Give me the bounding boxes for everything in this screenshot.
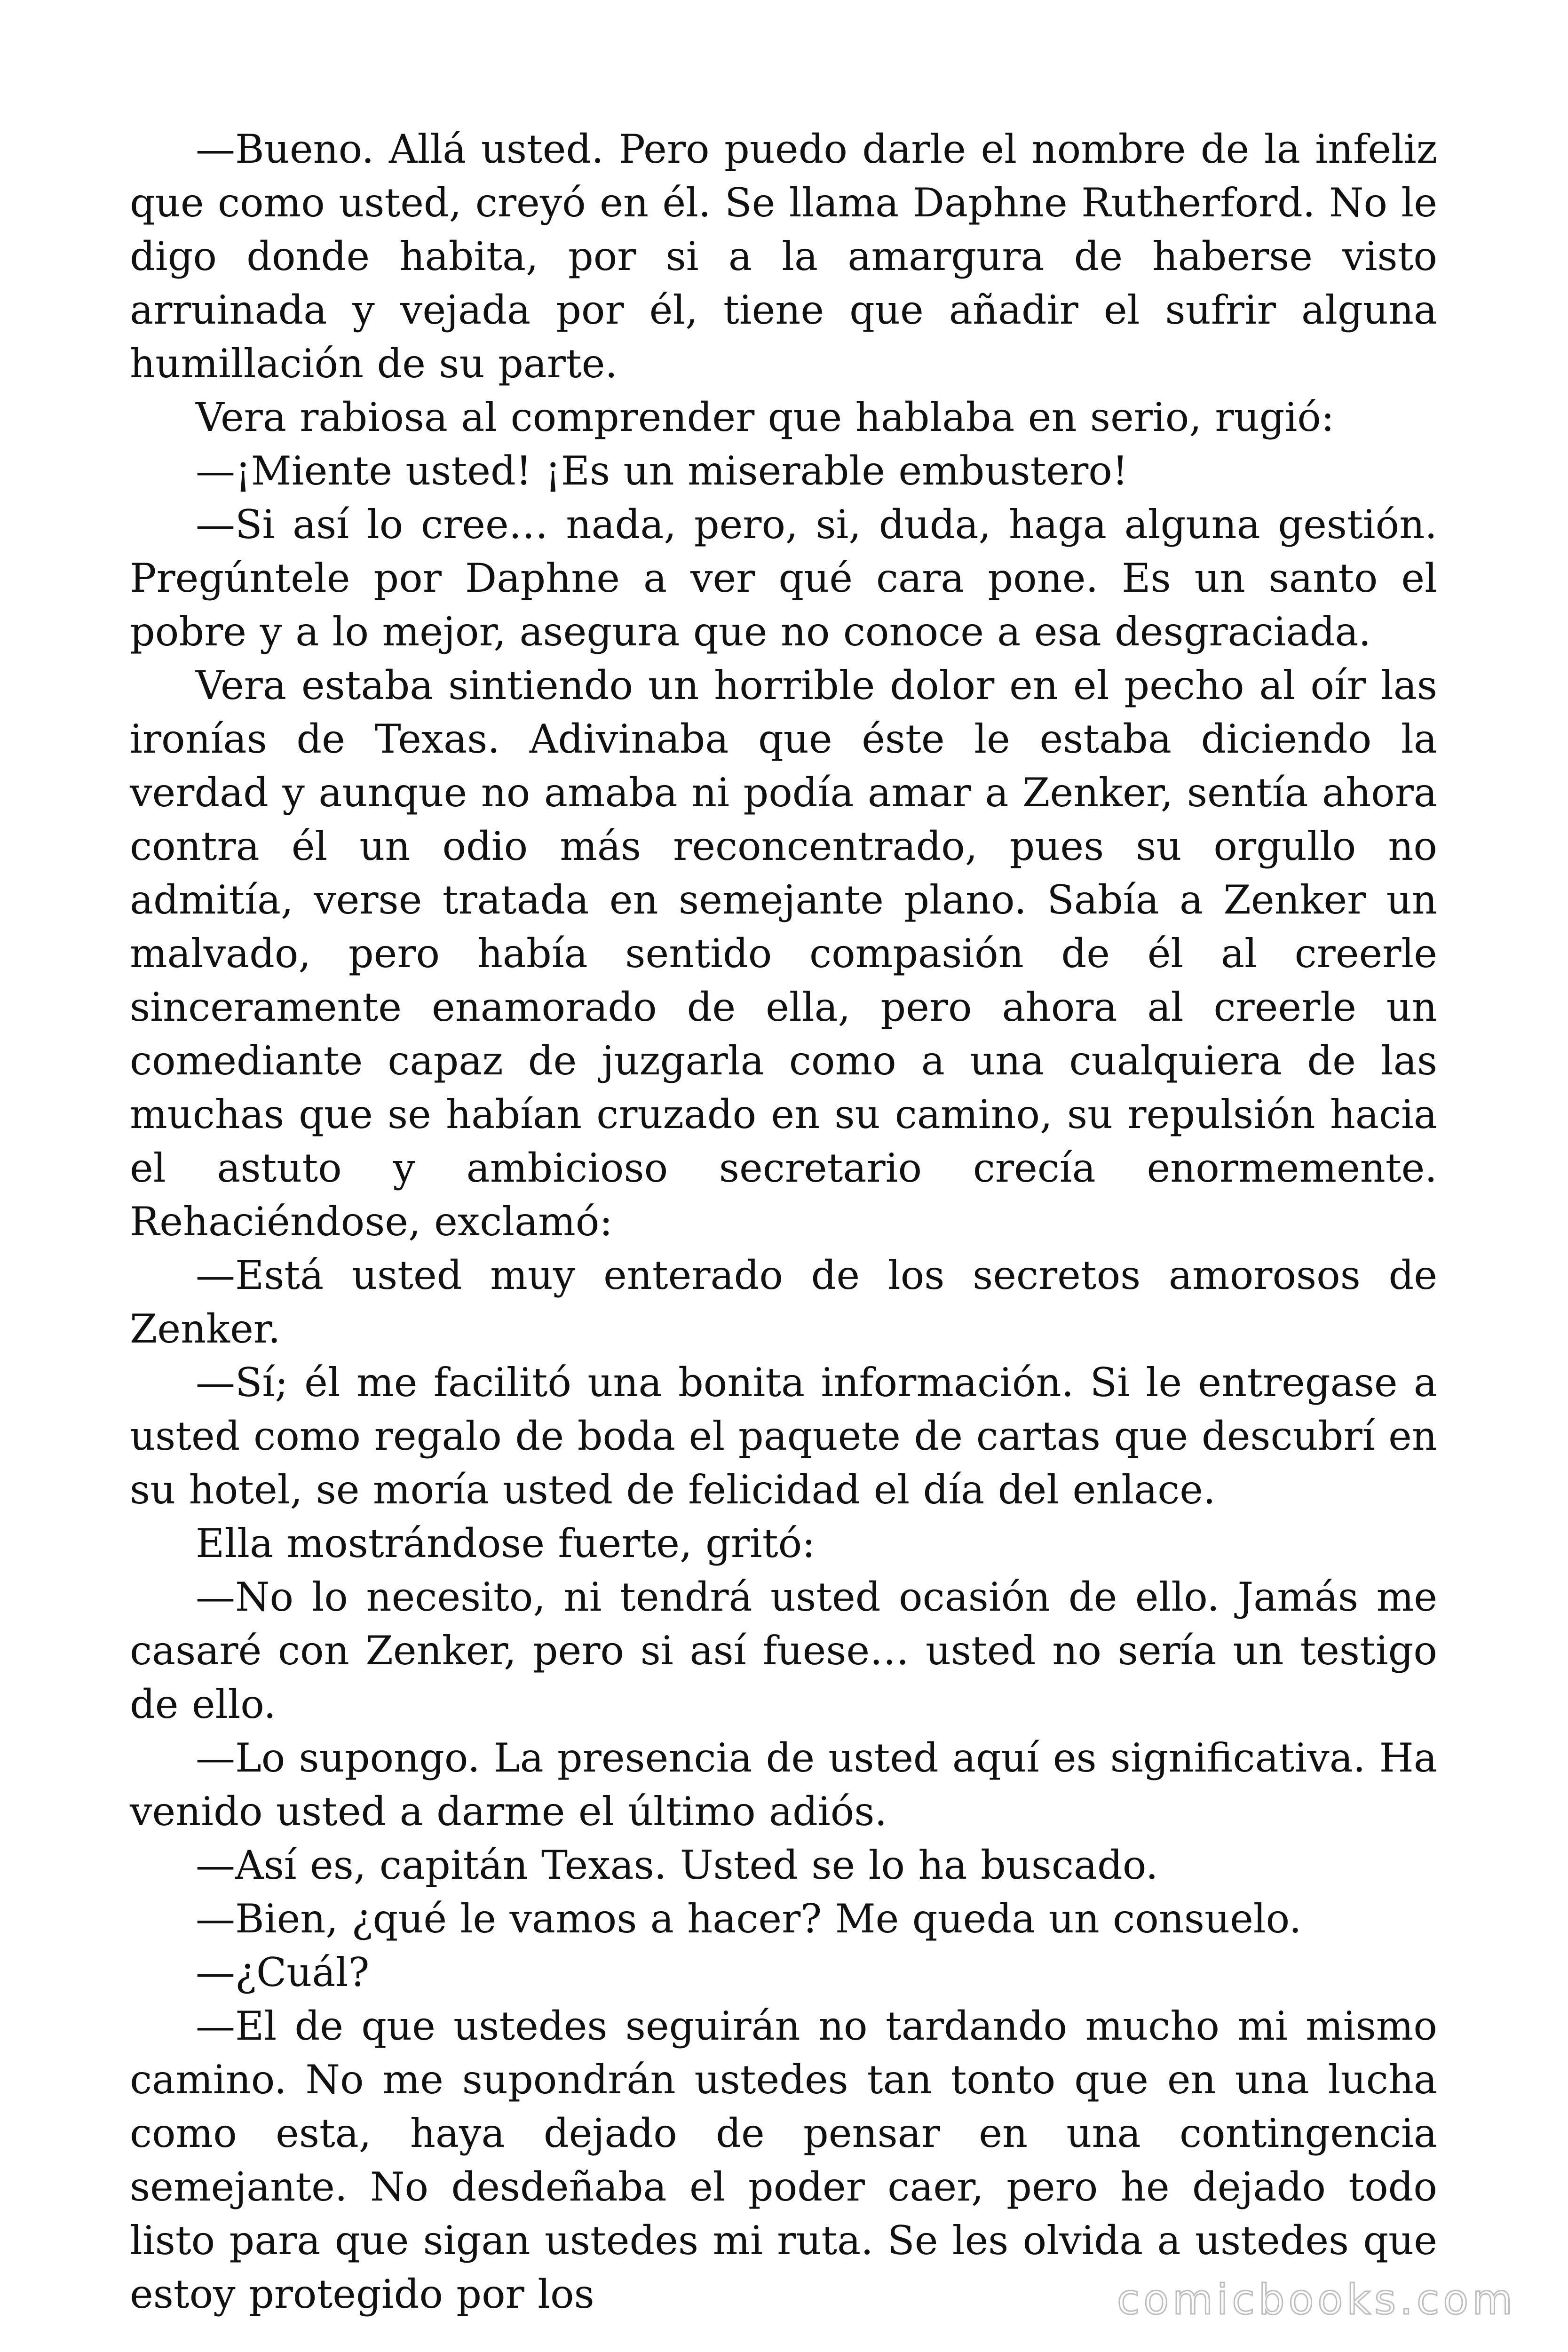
- paragraph: —Bien, ¿qué le vamos a hacer? Me queda un consuelo.: [196, 1896, 1302, 1942]
- paragraph: Ella mostrándose fuerte, gritó:: [196, 1520, 816, 1566]
- paragraph: Vera rabiosa al comprender que hablaba en serio, rugió:: [196, 394, 1335, 440]
- paragraph: —Lo supongo. La presencia de usted aquí es significativa. Ha venido usted a darme el último adiós.: [130, 1735, 1437, 1835]
- paragraph: Vera estaba sintiendo un horrible dolor en el pecho al oír las ironías de Texas. Adivinaba que éste le estaba diciendo la verdad y aunque no amaba ni podía amar a Zenker, sentía ahora contra él un odio más reconcentrado, pues su orgullo no admitía, verse tratada en semejante plano. Sabía a Zenker un malvado, pero había sentido compasión de él al creerle sinceramente enamorado de ella, pero ahora al creerle un comediante capaz de juzgarla como a una cualquiera de las muchas que se habían cruzado en su camino, su repulsión hacia el astuto y ambicioso secretario crecía enormemente. Rehaciéndose, exclamó:: [130, 662, 1437, 1245]
- paragraph: —Sí; él me facilitó una bonita información. Si le entregase a usted como regalo de boda el paquete de cartas que descubrí en su hotel, se moría usted de felicidad el día del enlace.: [130, 1359, 1437, 1513]
- paragraph: —¡Miente usted! ¡Es un miserable embustero!: [196, 448, 1128, 494]
- paragraph: —¿Cuál?: [196, 1949, 370, 1995]
- paragraph: —No lo necesito, ni tendrá usted ocasión de ello. Jamás me casaré con Zenker, pero si así fuese… usted no sería un testigo de ello.: [130, 1574, 1437, 1727]
- paragraph: —Así es, capitán Texas. Usted se lo ha buscado.: [196, 1842, 1158, 1888]
- paragraph: —Bueno. Allá usted. Pero puedo darle el nombre de la infeliz que como usted, creyó en él. Se llama Daphne Rutherford. No le digo donde habita, por si a la amargura de haberse visto arruinada y vejada por él, tiene que añadir el sufrir alguna humillación de su parte.: [130, 126, 1437, 387]
- watermark: comicbooks.com: [1117, 2275, 1516, 2324]
- paragraph: —Está usted muy enterado de los secretos amorosos de Zenker.: [130, 1252, 1437, 1352]
- page-text: [130, 122, 1437, 2321]
- paragraph: —Si así lo cree… nada, pero, si, duda, haga alguna gestión. Pregúntele por Daphne a ver qué cara pone. Es un santo el pobre y a lo mejor, asegura que no conoce a esa desgraciada.: [130, 501, 1437, 655]
- paragraph: —El de que ustedes seguirán no tardando mucho mi mismo camino. No me supondrán ustedes tan tonto que en una lucha como esta, haya dejado de pensar en una contingencia semejante. No desdeñaba el poder caer, pero he dejado todo listo para que sigan ustedes mi ruta. Se les olvida a ustedes que estoy protegido por los: [130, 2003, 1437, 2317]
